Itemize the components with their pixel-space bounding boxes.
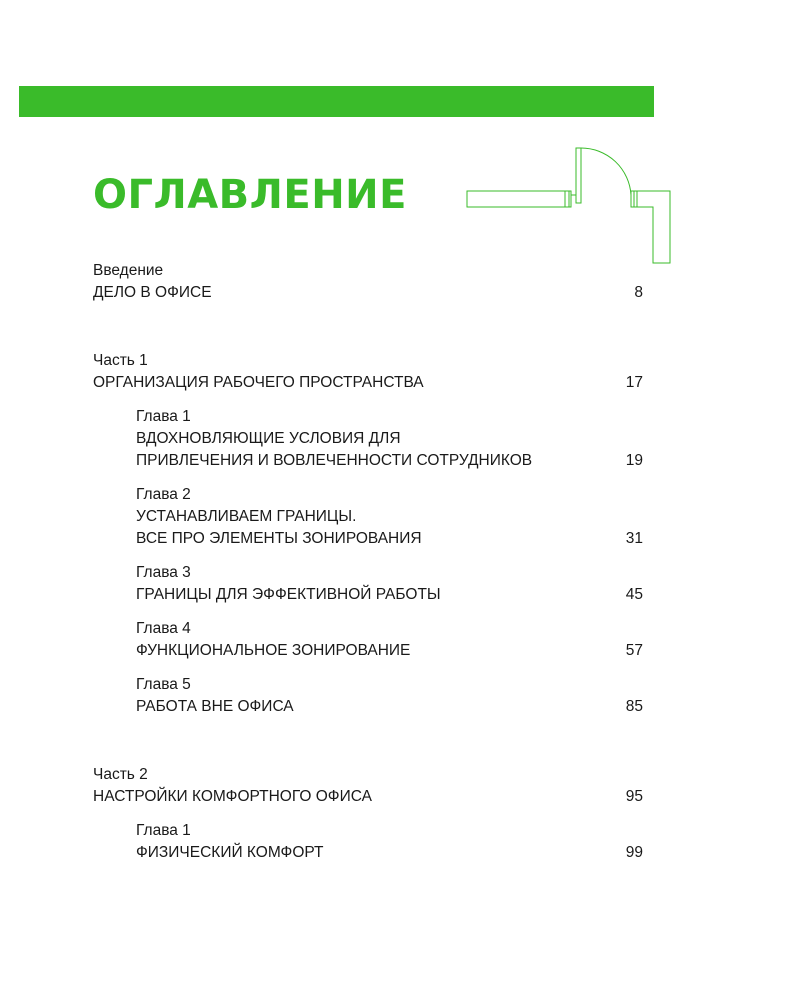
toc-kicker: Часть 2: [93, 766, 148, 783]
toc-title: ГРАНИЦЫ ДЛЯ ЭФФЕКТИВНОЙ РАБОТЫ: [136, 586, 441, 603]
toc-title: РАБОТА ВНЕ ОФИСА: [136, 698, 294, 715]
toc-entry-part2-chapter-1[interactable]: [136, 820, 643, 864]
door-floorplan-icon: [465, 145, 675, 267]
toc-title: УСТАНАВЛИВАЕМ ГРАНИЦЫ. ВСЕ ПРО ЭЛЕМЕНТЫ ЗОНИРОВАНИЯ: [136, 508, 422, 547]
toc-entry-part-2[interactable]: [93, 764, 643, 808]
toc-entry-part1-chapter-2[interactable]: [136, 484, 643, 550]
toc-kicker: Глава 1: [136, 822, 191, 839]
toc-page-number: 17: [625, 374, 643, 391]
toc-entry-intro[interactable]: [93, 260, 643, 304]
toc-page-number: 31: [625, 530, 643, 547]
toc-kicker: Введение: [93, 262, 164, 279]
toc-kicker: Глава 3: [136, 564, 191, 581]
toc-kicker: Глава 4: [136, 620, 191, 637]
toc-page-number: 85: [625, 698, 643, 715]
toc-page-number: 99: [625, 844, 643, 861]
toc-entry-part1-chapter-1[interactable]: [136, 406, 643, 472]
toc-title: ФУНКЦИОНАЛЬНОЕ ЗОНИРОВАНИЕ: [136, 642, 411, 659]
toc-entry-part1-chapter-4[interactable]: [136, 618, 643, 662]
toc-page-number: 8: [634, 284, 643, 301]
toc-page-number: 95: [625, 788, 643, 805]
toc-entry-part1-chapter-3[interactable]: [136, 562, 643, 606]
toc-title: ВДОХНОВЛЯЮЩИЕ УСЛОВИЯ ДЛЯ ПРИВЛЕЧЕНИЯ И ВОВЛЕЧЕННОСТИ СОТРУДНИКОВ: [136, 430, 533, 469]
top-accent-bar: [19, 86, 654, 117]
toc-title: ФИЗИЧЕСКИЙ КОМФОРТ: [136, 844, 324, 861]
toc-title: ДЕЛО В ОФИСЕ: [93, 284, 212, 301]
toc-entry-part-1[interactable]: [93, 350, 643, 394]
toc-kicker: Часть 1: [93, 352, 148, 369]
toc-page-number: 19: [625, 452, 643, 469]
page-title: ОГЛАВЛЕНИЕ: [93, 172, 407, 218]
toc-kicker: Глава 5: [136, 676, 191, 693]
toc-title: ОРГАНИЗАЦИЯ РАБОЧЕГО ПРОСТРАНСТВА: [93, 374, 424, 391]
toc-title: НАСТРОЙКИ КОМФОРТНОГО ОФИСА: [93, 788, 372, 805]
toc-kicker: Глава 1: [136, 408, 191, 425]
toc-page-number: 45: [625, 586, 643, 603]
toc-kicker: Глава 2: [136, 486, 191, 503]
toc-page-number: 57: [625, 642, 643, 659]
toc-entry-part1-chapter-5[interactable]: [136, 674, 643, 718]
